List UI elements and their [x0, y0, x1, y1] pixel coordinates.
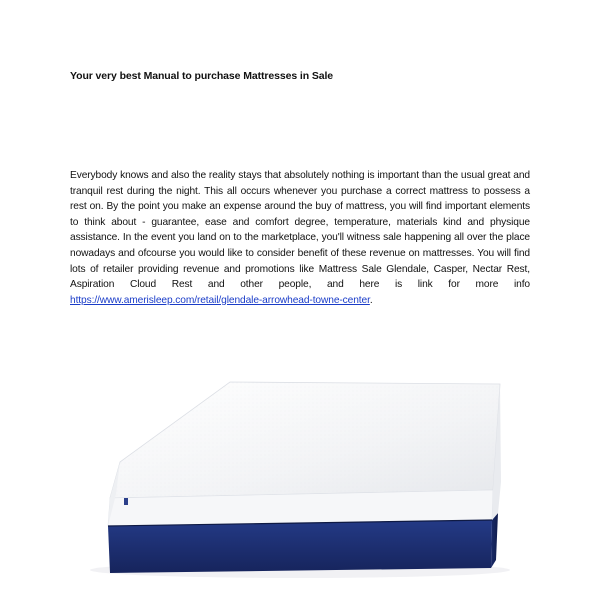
paragraph-text: Everybody knows and also the reality stays that absolutely nothing is important than the usual great and tranquil rest during the night. This all occurs whenever you purchase a correct mattress to possess a rest on. By the point you make an expense around the buy of mattress, you will find important elements to think about - guarantee, ease and comfort degree, temperature, materials kind and physique assistance. In the event you land on to the marketplace, you'll witness sale happening all over the place nowadays and ofcourse you would like to consider benefit of these revenue on mattresses. You will find lots of retailer providing revenue and promotions like Mattress Sale Glendale, Casper, Nectar Rest, Aspiration Cloud Rest and other people, and here is link for more info: [70, 170, 530, 291]
document-title: Your very best Manual to purchase Mattresses in Sale: [70, 70, 334, 82]
mattress-tag: [124, 498, 128, 505]
document-paragraph: [70, 168, 530, 308]
mattress-illustration: [80, 370, 520, 580]
mattress-base-side: [491, 513, 498, 568]
mattress-base-front: [108, 520, 492, 573]
mattress-image: [80, 370, 520, 580]
paragraph-trailing: .: [369, 294, 373, 306]
more-info-link[interactable]: https://www.amerisleep.com/retail/glendale-arrowhead-towne-center: [70, 294, 370, 306]
